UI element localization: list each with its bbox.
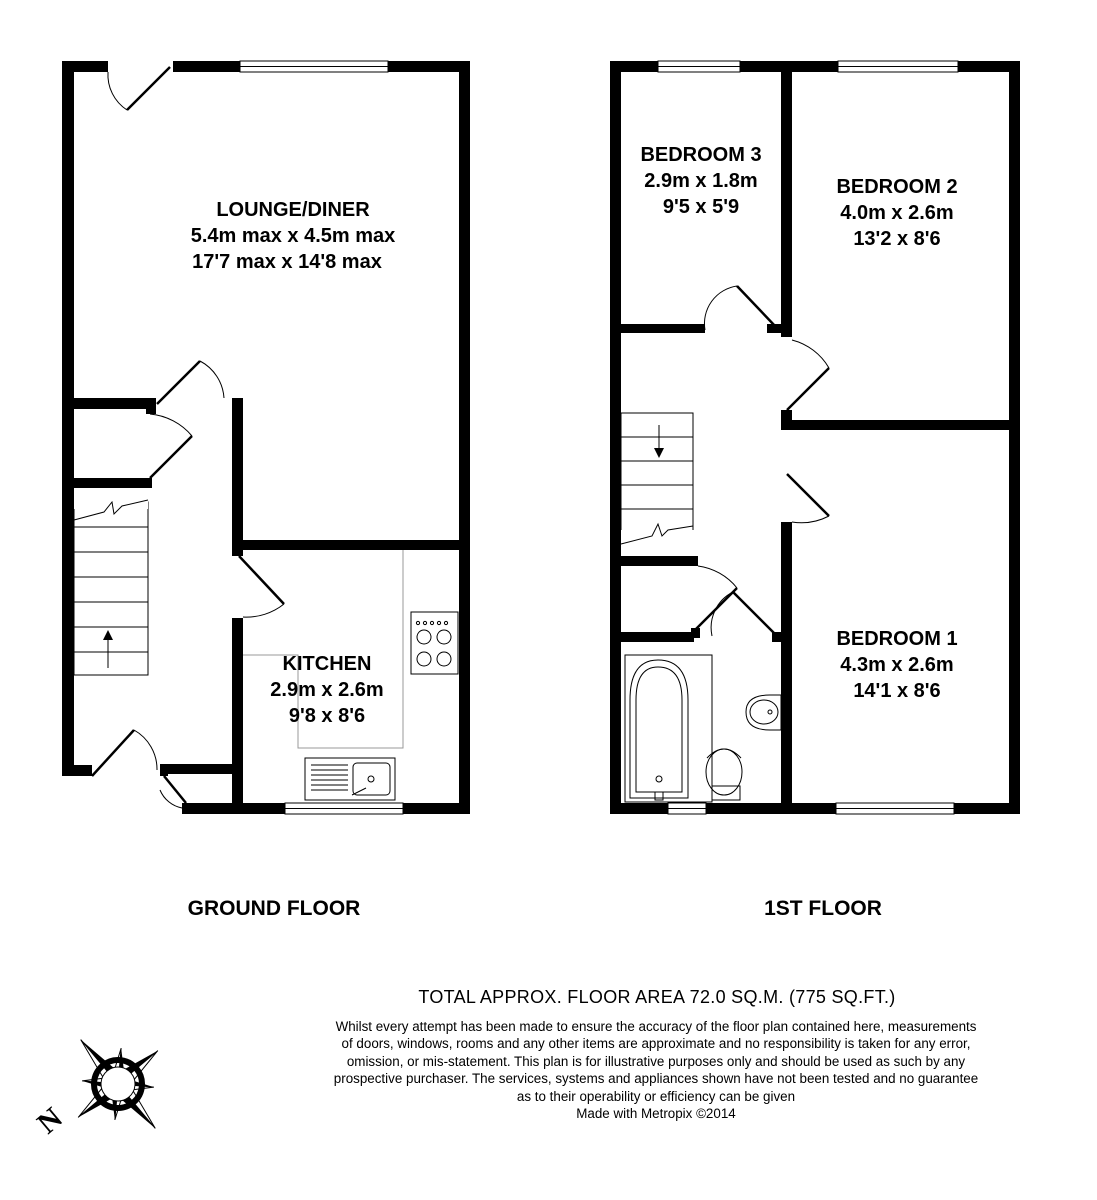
- bedroom2-imperial: 13'2 x 8'6: [853, 228, 941, 250]
- kitchen-units: [243, 550, 458, 800]
- disclaimer-line: prospective purchaser. The services, systems and appliances shown have not been tested and no guarantee: [333, 1071, 979, 1087]
- disclaimer-line: omission, or mis-statement. This plan is for illustrative purposes only and should be used as such by any: [346, 1053, 966, 1069]
- bathroom-fixtures: [625, 655, 781, 802]
- first-floor-label: 1ST FLOOR: [764, 897, 882, 920]
- kitchen-name: KITCHEN: [282, 653, 372, 675]
- lounge-imperial: 17'7 max x 14'8 max: [192, 251, 382, 273]
- bedroom3-name: BEDROOM 3: [640, 144, 762, 166]
- first-floor-stairs: [621, 413, 695, 550]
- lounge-metric: 5.4m max x 4.5m max: [190, 225, 396, 247]
- bedroom1-metric: 4.3m x 2.6m: [840, 654, 954, 676]
- disclaimer-line: as to their operability or efficiency can be given: [516, 1088, 796, 1104]
- compass-north-letter: N: [30, 1101, 69, 1141]
- bedroom1-imperial: 14'1 x 8'6: [853, 680, 941, 702]
- first-floor-plan: [610, 61, 1020, 920]
- ground-stairs: [74, 495, 148, 675]
- disclaimer-line: Whilst every attempt has been made to ensure the accuracy of the floor plan contained here, measurements: [335, 1019, 977, 1034]
- credit-line: Made with Metropix ©2014: [576, 1106, 736, 1122]
- disclaimer-line: of doors, windows, rooms and any other items are approximate and no responsibility is taken for any error,: [341, 1036, 971, 1052]
- bedroom2-metric: 4.0m x 2.6m: [840, 202, 954, 224]
- disclaimer: [256, 1018, 1056, 1122]
- total-floor-area: TOTAL APPROX. FLOOR AREA 72.0 SQ.M. (775 SQ.FT.): [418, 987, 896, 1007]
- ground-floor-label: GROUND FLOOR: [187, 897, 361, 920]
- kitchen-metric: 2.9m x 2.6m: [270, 679, 384, 701]
- bedroom3-imperial: 9'5 x 5'9: [662, 196, 740, 218]
- lounge-name: LOUNGE/DINER: [216, 199, 370, 221]
- bedroom1-name: BEDROOM 1: [836, 628, 958, 650]
- kitchen-imperial: 9'8 x 8'6: [288, 705, 366, 727]
- bedroom3-metric: 2.9m x 1.8m: [644, 170, 758, 192]
- bedroom2-name: BEDROOM 2: [836, 176, 958, 198]
- ground-floor-plan: [62, 61, 470, 920]
- compass-rose-icon: [41, 1006, 195, 1162]
